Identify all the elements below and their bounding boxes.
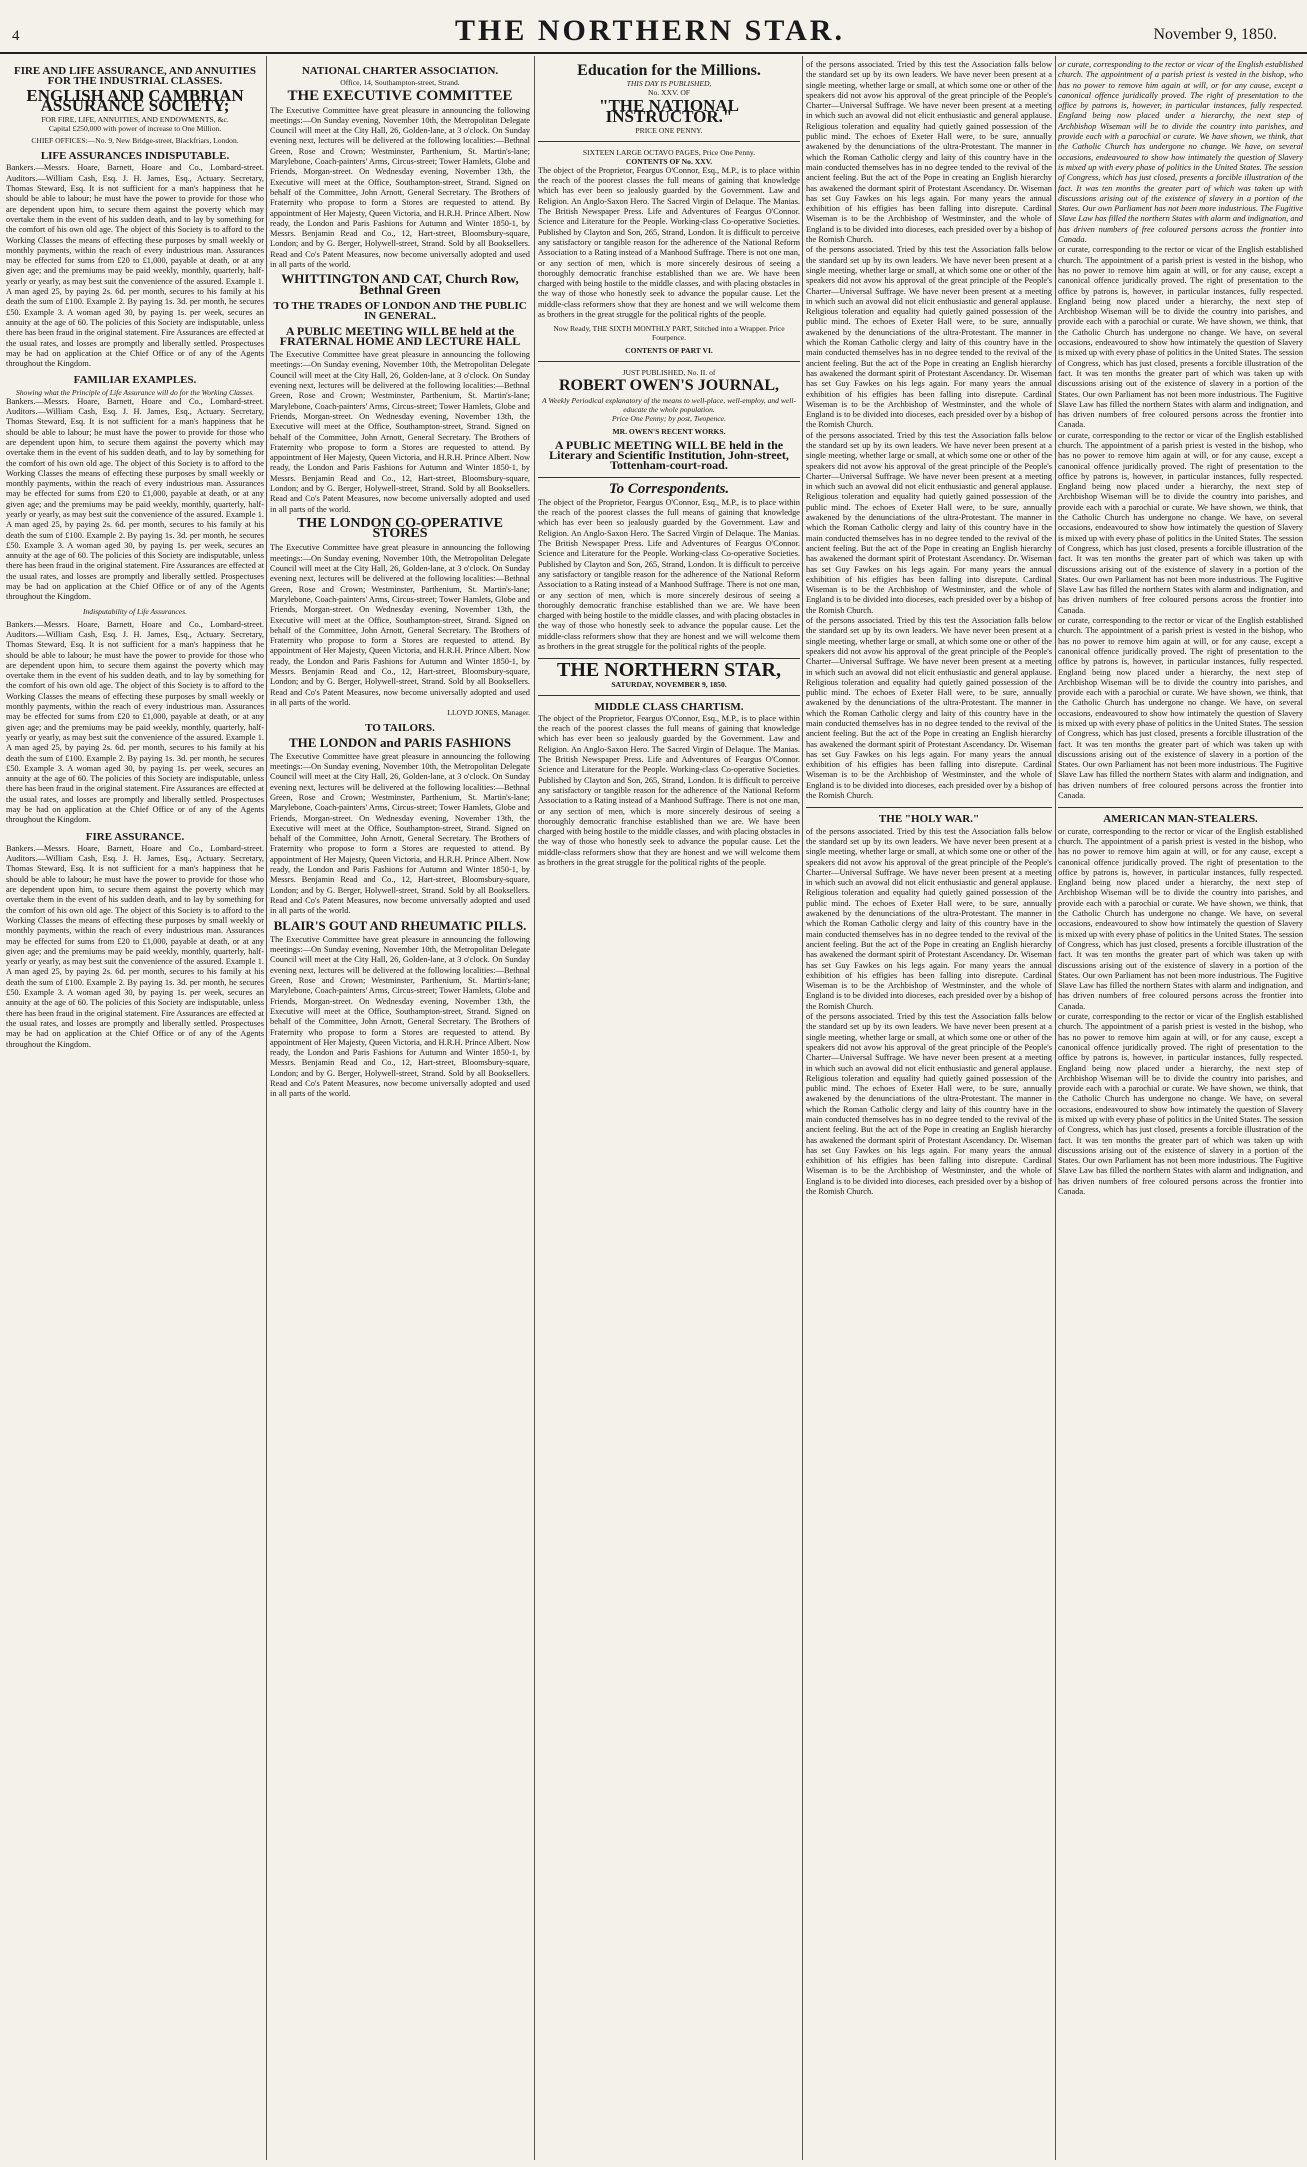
masthead <box>0 0 1307 54</box>
divider <box>806 807 1052 808</box>
just-published: JUST PUBLISHED, No. II. of <box>622 368 716 378</box>
column-rule <box>802 56 803 2160</box>
tailors-heading: TO TAILORS. <box>365 722 435 735</box>
man-stealers-body-2: or curate, corresponding to the rector or vicar of the English established church. The appointment of a parish priest is vested in the bishop, who has no power to remove him again at will, or for any cause, except a canonical offence juridically proved. The right of presentation to the office by patrons is, however, in particular instances, fully respected. England being now placed under a hierarchy, the next step of Archbishop Wiseman will be to divide the country into parishes, and provide each with a parochial or curate. We have shown, we think, that the Catholic Church has undergone no change. We have, on several occasions, endeavoured to show how intimately the question of Slavery is mixed up with every phase of politics in the United States. The session of Congress, which has just closed, presents a forcible illustration of the fact. It was ten months the greater part of which was taken up with discussions arising out of the existence of slavery in a portion of the States. Our own Parliament has not been more industrious. The Fugitive Slave Law has filled the northern States with alarm and indignation, and has driven numbers of free coloured persons across the frontier into Canada. <box>1058 1012 1303 1197</box>
column-rule <box>534 56 535 2160</box>
assurance-body: Bankers.—Messrs. Hoare, Barnett, Hoare and Co., Lombard-street. Auditors.—William Cash, Esq. J. H. James, Esq., Actuary. Secretary, Thomas Steward, Esq. It is not sufficient for a man's happiness that he should be able to labour; he must have the power to provide for those who are dependent upon him, to secure them against the poverty which may overtake them in the event of his sudden death, and to lay by something for the comfort of his own old age. The object of this Society is to afford to the Working Classes the means of effecting these purposes by small weekly or monthly payments, within the reach of every industrious man. Assurances may be effected for sums from £20 to £1,000, payable at death, or at any given age; and the premiums may be paid weekly, monthly, quarterly, half-yearly or yearly, as may best suit the convenience of the assured. Example 1. A man aged 25, by paying 2s. 6d. per month, secures to his family at his death the sum of £100. Example 2. By paying 1s. 3d. per month, he secures £50. Example 3. A woman aged 30, by paying 1s. per week, secures an annuity at the age of 60. The policies of this Society are indisputable, unless there has been fraud in the original statement. Fire Assurances are effected at the usual rates, and losses are promptly and liberally settled. Prospectuses may be had on application at the Chief Office or of any of the Agents throughout the Kingdom. <box>6 163 264 369</box>
fashions-heading: THE LONDON and PARIS FASHIONS <box>288 734 511 750</box>
paper-date: SATURDAY, NOVEMBER 9, 1850. <box>611 679 727 689</box>
pages-note: SIXTEEN LARGE OCTAVO PAGES, Price One Penny. <box>582 147 756 157</box>
assurance-body-4: Bankers.—Messrs. Hoare, Barnett, Hoare and Co., Lombard-street. Auditors.—William Cash, Esq. J. H. James, Esq., Actuary. Secretary, Thomas Steward, Esq. It is not sufficient for a man's happiness that he should be able to labour; he must have the power to provide for those who are dependent upon him, to secure them against the poverty which may overtake them in the event of his sudden death, and to lay by something for the comfort of his own old age. The object of this Society is to afford to the Working Classes the means of effecting these purposes by small weekly or monthly payments, within the reach of every industrious man. Assurances may be effected for sums from £20 to £1,000, payable at death, or at any given age; and the premiums may be paid weekly, monthly, quarterly, half-yearly or yearly, as may best suit the convenience of the assured. Example 1. A man aged 25, by paying 2s. 6d. per month, secures to his family at his death the sum of £100. Example 2. By paying 1s. 3d. per month, he secures £50. Example 3. A woman aged 30, by paying 1s. per week, secures an annuity at the age of 60. The policies of this Society are indisputable, unless there has been fraud in the original statement. Fire Assurances are effected at the usual rates, and losses are promptly and liberally settled. Prospectuses may be had on application at the Chief Office or of any of the Agents throughout the Kingdom. <box>6 843 264 1049</box>
issue-date: November 9, 1850. <box>1153 26 1277 43</box>
familiar-heading: FAMILIAR EXAMPLES. <box>73 374 197 387</box>
whittington-heading: WHITTINGTON AND CAT, Church Row, Bethnal Green <box>281 271 519 297</box>
fashions-body: The Executive Committee have great pleasure in announcing the following meetings:—On Sunday evening, November 10th, the Metropolitan Delegate Council will meet at the City Hall, 26, Golden-lane, at 3 o'clock. On Sunday evening next, lectures will be delivered at the following localities:—Bethnal Green, Rose and Crown; Westminster, Parthenium, St. Martin's-lane; Marylebone, Coach-painters' Arms, Circus-street; Tower Hamlets, Globe and Friends, Morgan-street. On Wednesday evening, November 13th, the Executive will meet at the Office, Southampton-street, Strand. Signed on behalf of the Committee, John Arnott, General Secretary. The Brothers of Fraternity who propose to form a Stores are requested to attend. By appointment of Her Majesty, Queen Victoria, and H.R.H. Prince Albert. Now ready, the London and Paris Fashions for Autumn and Winter 1850-1, by Messrs. Benjamin Read and Co., 12, Hart-street, Bloomsbury-square, London; and by G. Berger, Holywell-street, Strand. Sold by all Booksellers. Read and Co's Patent Measures, now become universally adopted and used in all parts of the world. <box>270 751 530 916</box>
hierarchy-body: or curate, corresponding to the rector or vicar of the English established church. The appointment of a parish priest is vested in the bishop, who has no power to remove him again at will, or for any cause, except a canonical offence juridically proved. The right of presentation to the office by patrons is, however, in particular instances, fully respected. England being now placed under a hierarchy, the next step of Archbishop Wiseman will be to divide the country into parishes, and provide each with a parochial or curate. We have shown, we think, that the Catholic Church has undergone no change. We have, on several occasions, endeavoured to show how intimately the question of Slavery is mixed up with every phase of politics in the United States. The session of Congress, which has just closed, presents a forcible illustration of the fact. It was ten months the greater part of which was taken up with discussions arising out of the existence of slavery in a portion of the States. Our own Parliament has not been more industrious. The Fugitive Slave Law has filled the northern States with alarm and indignation, and has driven numbers of free coloured persons across the frontier into Canada. <box>1058 60 1303 245</box>
assurance-body-3: Bankers.—Messrs. Hoare, Barnett, Hoare and Co., Lombard-street. Auditors.—William Cash, Esq. J. H. James, Esq., Actuary. Secretary, Thomas Steward, Esq. It is not sufficient for a man's happiness that he should be able to labour; he must have the power to provide for those who are dependent upon him, to secure them against the poverty which may overtake them in the event of his sudden death, and to lay by something for the comfort of his own old age. The object of this Society is to afford to the Working Classes the means of effecting these purposes by small weekly or monthly payments, within the reach of every industrious man. Assurances may be effected for sums from £20 to £1,000, payable at death, or at any given age; and the premiums may be paid weekly, monthly, quarterly, half-yearly or yearly, as may best suit the convenience of the assured. Example 1. A man aged 25, by paying 2s. 6d. per month, secures to his family at his death the sum of £100. Example 2. By paying 1s. 3d. per month, he secures £50. Example 3. A woman aged 30, by paying 1s. per week, secures an annuity at the age of 60. The policies of this Society are indisputable, unless there has been fraud in the original statement. Fire Assurances are effected at the usual rates, and losses are promptly and liberally settled. Prospectuses may be had on application at the Chief Office or of any of the Agents throughout the Kingdom. <box>6 619 264 825</box>
article-body: of the persons associated. Tried by this test the Association falls below the standard set up by its own leaders. We have never been present at a single meeting, whether large or small, at which some one or other of the speakers did not avow his approval of the great principle of the People's Charter—Universal Suffrage. We have never been present at a meeting in which such an avowal did not elicit enthusiastic and general applause. Religious toleration and equality had quietly gained possession of the public mind. The echoes of Exeter Hall were, to be sure, annually awakened by the denunciations of the ultra-Protestant. The manner in which the Roman Catholic clergy and laity of this country have in the main conducted themselves has in no degree tended to the revival of the ancient feeling. But the act of the Pope in creating an English hierarchy has awakened the dormant spirit of Protestant Ascendancy. Dr. Wiseman has set Guy Fawkes on his legs again. For many years the annual exhibition of his effigies has been falling into disrepute. Cardinal Wiseman is to be the Archbishop of Westminster, and the whole of England is to be divided into dioceses, each presided over by a bishop of the Romish Church. <box>806 60 1052 245</box>
hierarchy-body-3: or curate, corresponding to the rector or vicar of the English established church. The appointment of a parish priest is vested in the bishop, who has no power to remove him again at will, or for any cause, except a canonical offence juridically proved. The right of presentation to the office by patrons is, however, in particular instances, fully respected. England being now placed under a hierarchy, the next step of Archbishop Wiseman will be to divide the country into parishes, and provide each with a parochial or curate. We have shown, we think, that the Catholic Church has undergone no change. We have, on several occasions, endeavoured to show how intimately the question of Slavery is mixed up with every phase of politics in the United States. The session of Congress, which has just closed, presents a forcible illustration of the fact. It was ten months the greater part of which was taken up with discussions arising out of the existence of slavery in a portion of the States. Our own Parliament has not been more industrious. The Fugitive Slave Law has filled the northern States with alarm and indignation, and has driven numbers of free coloured persons across the frontier into Canada. <box>1058 430 1303 615</box>
education-heading: Education for the Millions. <box>577 62 761 79</box>
instructor-title: "THE NATIONAL INSTRUCTOR." <box>599 96 739 126</box>
instructor-price: PRICE ONE PENNY. <box>635 125 703 135</box>
charter-office: Office, 14, Southampton-street, Strand. <box>340 78 460 88</box>
paper-title: THE NORTHERN STAR, <box>557 659 781 682</box>
issue-number: No. XXV. OF <box>647 88 691 98</box>
capital-note: Capital £250,000 with power of increase to One Million. <box>48 124 222 134</box>
familiar-subheading: Showing what the Principle of Life Assurance will do for the Working Classes. <box>15 387 255 397</box>
leader-heading: MIDDLE CLASS CHARTISM. <box>594 700 744 713</box>
monthly-part: Now Ready, THE SIXTH MONTHLY PART, Stitched into a Wrapper. Price Fourpence. <box>553 324 785 343</box>
instructor-body: The object of the Proprietor, Feargus O'Connor, Esq., M.P., is to place within the reach of the poorest classes the full means of gaining that knowledge which has ever been so jealously guarded by the Government. Law and Religion. An Anglo-Saxon Hero. The Sacred Virgin of Delaque. The Manias. The British Newspaper Press. Life and Adventures of Feargus O'Connor. Science and Literature for the People. Working-class Co-operative Societies. Published by Clayton and Son, 265, Strand, London. It is difficult to perceive any satisfactory or tangible reason for the adherence of the National Reform Association to a Rating instead of a Manhood Suffrage. There is not one man, or any section of men, which is more sincerely desirous of seeing a thoroughly democratic franchise established than we are. We have been charged with being hostile to the middle classes, and with placing obstacles in the way of those who honestly seek to advance the popular cause. Let the middle-class reformers show that they are honest and we will welcome them as brothers in the great struggle for the political rights of the people. <box>538 165 800 320</box>
divider <box>538 361 800 362</box>
owen-subtitle: A Weekly Periodical explanatory of the means to well-place, well-employ, and well-educate the whole population. <box>541 395 797 414</box>
man-stealers-heading: AMERICAN MAN-STEALERS. <box>1103 813 1258 826</box>
chief-office: CHIEF OFFICES:—No. 9, New Bridge-street, Blackfriars, London. <box>31 136 239 146</box>
company-subtitle: FOR FIRE, LIFE, ANNUITIES, AND ENDOWMENTS, &c. <box>41 115 229 125</box>
holy-war-heading: THE "HOLY WAR." <box>878 813 980 826</box>
contents-heading: CONTENTS OF No. XXV. <box>625 156 713 166</box>
assurance-body-2: Bankers.—Messrs. Hoare, Barnett, Hoare and Co., Lombard-street. Auditors.—William Cash, Esq. J. H. James, Esq., Actuary. Secretary, Thomas Steward, Esq. It is not sufficient for a man's happiness that he should be able to labour; he must have the power to provide for those who are dependent upon him, to secure them against the poverty which may overtake them in the event of his sudden death, and to lay by something for the comfort of his own old age. The object of this Society is to afford to the Working Classes the means of effecting these purposes by small weekly or monthly payments, within the reach of every industrious man. Assurances may be effected for sums from £20 to £1,000, payable at death, or at any given age; and the premiums may be paid weekly, monthly, quarterly, half-yearly or yearly, as may best suit the convenience of the assured. Example 1. A man aged 25, by paying 2s. 6d. per month, secures to his family at his death the sum of £100. Example 2. By paying 1s. 3d. per month, he secures £50. Example 3. A woman aged 30, by paying 1s. per week, secures an annuity at the age of 60. The policies of this Society are indisputable, unless there has been fraud in the original statement. Fire Assurances are effected at the usual rates, and losses are promptly and liberally settled. Prospectuses may be had on application at the Chief Office or of any of the Agents throughout the Kingdom. <box>6 396 264 602</box>
co-op-body: The Executive Committee have great pleasure in announcing the following meetings:—On Sunday evening, November 10th, the Metropolitan Delegate Council will meet at the City Hall, 26, Golden-lane, at 3 o'clock. On Sunday evening next, lectures will be delivered at the following localities:—Bethnal Green, Rose and Crown; Westminster, Parthenium, St. Martin's-lane; Marylebone, Coach-painters' Arms, Circus-street; Tower Hamlets, Globe and Friends, Morgan-street. On Wednesday evening, November 13th, the Executive will meet at the Office, Southampton-street, Strand. Signed on behalf of the Committee, John Arnott, General Secretary. The Brothers of Fraternity who propose to form a Stores are requested to attend. By appointment of Her Majesty, Queen Victoria, and H.R.H. Prince Albert. Now ready, the London and Paris Fashions for Autumn and Winter 1850-1, by Messrs. Benjamin Read and Co., 12, Hart-street, Bloomsbury-square, London; and by G. Berger, Holywell-street, Strand. Sold by all Booksellers. Read and Co's Patent Measures, now become universally adopted and used in all parts of the world. <box>270 543 530 707</box>
trades-heading: TO THE TRADES OF LONDON AND THE PUBLIC IN GENERAL. <box>273 299 527 323</box>
divider <box>538 141 800 142</box>
holy-war-body: of the persons associated. Tried by this test the Association falls below the standard set up by its own leaders. We have never been present at a single meeting, whether large or small, at which some one or other of the speakers did not avow his approval of the great principle of the People's Charter—Universal Suffrage. We have never been present at a meeting in which such an avowal did not elicit enthusiastic and general applause. Religious toleration and equality had quietly gained possession of the public mind. The echoes of Exeter Hall were, to be sure, annually awakened by the denunciations of the ultra-Protestant. The manner in which the Roman Catholic clergy and laity of this country have in the main conducted themselves has in no degree tended to the revival of the ancient feeling. But the act of the Pope in creating an English hierarchy has awakened the dormant spirit of Protestant Ascendancy. Dr. Wiseman has set Guy Fawkes on his legs again. For many years the annual exhibition of his effigies has been falling into disrepute. Cardinal Wiseman is to be the Archbishop of Westminster, and the whole of England is to be divided into dioceses, each presided over by a bishop of the Romish Church. <box>806 826 1052 1011</box>
executive-body: The Executive Committee have great pleasure in announcing the following meetings:—On Sunday evening, November 10th, the Metropolitan Delegate Council will meet at the City Hall, 26, Golden-lane, at 3 o'clock. On Sunday evening next, lectures will be delivered at the following localities:—Bethnal Green, Rose and Crown; Westminster, Parthenium, St. Martin's-lane; Marylebone, Coach-painters' Arms, Circus-street; Tower Hamlets, Globe and Friends, Morgan-street. On Wednesday evening, November 13th, the Executive will meet at the Office, Southampton-street, Strand. Signed on behalf of the Committee, John Arnott, General Secretary. The Brothers of Fraternity who propose to form a Stores are requested to attend. By appointment of Her Majesty, Queen Victoria, and H.R.H. Prince Albert. Now ready, the London and Paris Fashions for Autumn and Winter 1850-1, by Messrs. Benjamin Read and Co., 12, Hart-street, Bloomsbury-square, London; and by G. Berger, Holywell-street, Strand. Sold by all Booksellers. Read and Co's Patent Measures, now become universally adopted and used in all parts of the world. <box>270 105 530 270</box>
article-body-2: of the persons associated. Tried by this test the Association falls below the standard set up by its own leaders. We have never been present at a single meeting, whether large or small, at which some one or other of the speakers did not avow his approval of the great principle of the People's Charter—Universal Suffrage. We have never been present at a meeting in which such an avowal did not elicit enthusiastic and general applause. Religious toleration and equality had quietly gained possession of the public mind. The echoes of Exeter Hall were, to be sure, annually awakened by the denunciations of the ultra-Protestant. The manner in which the Roman Catholic clergy and laity of this country have in the main conducted themselves has in no degree tended to the revival of the ancient feeling. But the act of the Pope in creating an English hierarchy has awakened the dormant spirit of Protestant Ascendancy. Dr. Wiseman has set Guy Fawkes on his legs again. For many years the annual exhibition of his effigies has been falling into disrepute. Cardinal Wiseman is to be the Archbishop of Westminster, and the whole of England is to be divided into dioceses, each presided over by a bishop of the Romish Church. <box>806 245 1052 430</box>
assurance-heading: FIRE AND LIFE ASSURANCE, AND ANNUITIES FOR THE INDUSTRIAL CLASSES. <box>13 65 257 88</box>
owen-journal-title: ROBERT OWEN'S JOURNAL, <box>558 377 780 395</box>
column-3 <box>538 60 800 2160</box>
executive-heading: THE EXECUTIVE COMMITTEE <box>287 88 513 105</box>
hierarchy-body-2: or curate, corresponding to the rector or vicar of the English established church. The appointment of a parish priest is vested in the bishop, who has no power to remove him again at will, or for any cause, except a canonical offence juridically proved. The right of presentation to the office by patrons is, however, in particular instances, fully respected. England being now placed under a hierarchy, the next step of Archbishop Wiseman will be to divide the country into parishes, and provide each with a parochial or curate. We have shown, we think, that the Catholic Church has undergone no change. We have, on several occasions, endeavoured to show how intimately the question of Slavery is mixed up with every phase of politics in the United States. The session of Congress, which has just closed, presents a forcible illustration of the fact. It was ten months the greater part of which was taken up with discussions arising out of the existence of slavery in a portion of the States. Our own Parliament has not been more industrious. The Fugitive Slave Law has filled the northern States with alarm and indignation, and has driven numbers of free coloured persons across the frontier into Canada. <box>1058 245 1303 430</box>
correspondents-heading: To Correspondents. <box>608 480 730 497</box>
public-meeting-2: A PUBLIC MEETING WILL BE held in the Literary and Scientific Institution, John-street, Tottenham-court-road. <box>549 437 789 473</box>
column-1 <box>6 60 264 2160</box>
manager-signature: LLOYD JONES, Manager. <box>447 708 530 718</box>
published-note: THIS DAY IS PUBLISHED, <box>626 79 712 89</box>
column-rule <box>266 56 267 2160</box>
divider <box>538 477 800 478</box>
newspaper-title: THE NORTHERN STAR. <box>455 14 845 47</box>
meeting-body: The Executive Committee have great pleasure in announcing the following meetings:—On Sunday evening, November 10th, the Metropolitan Delegate Council will meet at the City Hall, 26, Golden-lane, at 3 o'clock. On Sunday evening next, lectures will be delivered at the following localities:—Bethnal Green, Rose and Crown; Westminster, Parthenium, St. Martin's-lane; Marylebone, Coach-painters' Arms, Circus-street; Tower Hamlets, Globe and Friends, Morgan-street. On Wednesday evening, November 13th, the Executive will meet at the Office, Southampton-street, Strand. Signed on behalf of the Committee, John Arnott, General Secretary. The Brothers of Fraternity who propose to form a Stores are requested to attend. By appointment of Her Majesty, Queen Victoria, and H.R.H. Prince Albert. Now ready, the London and Paris Fashions for Autumn and Winter 1850-1, by Messrs. Benjamin Read and Co., 12, Hart-street, Bloomsbury-square, London; and by G. Berger, Holywell-street, Strand. Sold by all Booksellers. Read and Co's Patent Measures, now become universally adopted and used in all parts of the world. <box>270 350 530 514</box>
company-name: ENGLISH AND CAMBRIAN ASSURANCE SOCIETY; <box>26 85 244 115</box>
holy-war-body-2: of the persons associated. Tried by this test the Association falls below the standard set up by its own leaders. We have never been present at a single meeting, whether large or small, at which some one or other of the speakers did not avow his approval of the great principle of the People's Charter—Universal Suffrage. We have never been present at a meeting in which such an avowal did not elicit enthusiastic and general applause. Religious toleration and equality had quietly gained possession of the public mind. The echoes of Exeter Hall were, to be sure, annually awakened by the denunciations of the ultra-Protestant. The manner in which the Roman Catholic clergy and laity of this country have in the main conducted themselves has in no degree tended to the revival of the ancient feeling. But the act of the Pope in creating an English hierarchy has awakened the dormant spirit of Protestant Ascendancy. Dr. Wiseman has set Guy Fawkes on his legs again. For many years the annual exhibition of his effigies has been falling into disrepute. Cardinal Wiseman is to be the Archbishop of Westminster, and the whole of England is to be divided into dioceses, each presided over by a bishop of the Romish Church. <box>806 1012 1052 1197</box>
divider <box>538 695 800 696</box>
blairs-pills-heading: BLAIR'S GOUT AND RHEUMATIC PILLS. <box>273 917 527 933</box>
page-number: 4 <box>12 28 20 44</box>
leader-body: The object of the Proprietor, Feargus O'Connor, Esq., M.P., is to place within the reach of the poorest classes the full means of gaining that knowledge which has ever been so jealously guarded by the Government. Law and Religion. An Anglo-Saxon Hero. The Sacred Virgin of Delaque. The Manias. The British Newspaper Press. Life and Adventures of Feargus O'Connor. Science and Literature for the People. Working-class Co-operative Societies. Published by Clayton and Son, 265, Strand, London. It is difficult to perceive any satisfactory or tangible reason for the adherence of the National Reform Association to a Rating instead of a Manhood Suffrage. There is not one man, or any section of men, which is more sincerely desirous of seeing a thoroughly democratic franchise established than we are. We have been charged with being hostile to the middle classes, and with placing obstacles in the way of those who honestly seek to advance the popular cause. Let the middle-class reformers show that they are honest and we will welcome them as brothers in the great struggle for the political rights of the people. <box>538 713 800 868</box>
fire-heading: FIRE ASSURANCE. <box>85 830 185 843</box>
hierarchy-body-4: or curate, corresponding to the rector or vicar of the English established church. The appointment of a parish priest is vested in the bishop, who has no power to remove him again at will, or for any cause, except a canonical offence juridically proved. The right of presentation to the office by patrons is, however, in particular instances, fully respected. England being now placed under a hierarchy, the next step of Archbishop Wiseman will be to divide the country into parishes, and provide each with a parochial or curate. We have shown, we think, that the Catholic Church has undergone no change. We have, on several occasions, endeavoured to show how intimately the question of Slavery is mixed up with every phase of politics in the United States. The session of Congress, which has just closed, presents a forcible illustration of the fact. It was ten months the greater part of which was taken up with discussions arising out of the existence of slavery in a portion of the States. Our own Parliament has not been more industrious. The Fugitive Slave Law has filled the northern States with alarm and indignation, and has driven numbers of free coloured persons across the frontier into Canada. <box>1058 616 1303 801</box>
correspondents-body: The object of the Proprietor, Feargus O'Connor, Esq., M.P., is to place within the reach of the poorest classes the full means of gaining that knowledge which has ever been so jealously guarded by the Government. Law and Religion. An Anglo-Saxon Hero. The Sacred Virgin of Delaque. The Manias. The British Newspaper Press. Life and Adventures of Feargus O'Connor. Science and Literature for the People. Working-class Co-operative Societies. Published by Clayton and Son, 265, Strand, London. It is difficult to perceive any satisfactory or tangible reason for the adherence of the National Reform Association to a Rating instead of a Manhood Suffrage. There is not one man, or any section of men, which is more sincerely desirous of seeing a thoroughly democratic franchise established than we are. We have been charged with being hostile to the middle classes, and with placing obstacles in the way of those who honestly seek to advance the popular cause. Let the middle-class reformers show that they are honest and we will welcome them as brothers in the great struggle for the political rights of the people. <box>538 497 800 651</box>
article-body-4: of the persons associated. Tried by this test the Association falls below the standard set up by its own leaders. We have never been present at a single meeting, whether large or small, at which some one or other of the speakers did not avow his approval of the great principle of the People's Charter—Universal Suffrage. We have never been present at a meeting in which such an avowal did not elicit enthusiastic and general applause. Religious toleration and equality had quietly gained possession of the public mind. The echoes of Exeter Hall were, to be sure, annually awakened by the denunciations of the ultra-Protestant. The manner in which the Roman Catholic clergy and laity of this country have in the main conducted themselves has in no degree tended to the revival of the ancient feeling. But the act of the Pope in creating an English hierarchy has awakened the dormant spirit of Protestant Ascendancy. Dr. Wiseman has set Guy Fawkes on his legs again. For many years the annual exhibition of his effigies has been falling into disrepute. Cardinal Wiseman is to be the Archbishop of Westminster, and the whole of England is to be divided into dioceses, each presided over by a bishop of the Romish Church. <box>806 616 1052 801</box>
indisputability-heading: Indisputability of Life Assurances. <box>82 606 188 616</box>
co-op-heading: THE LONDON CO-OPERATIVE STORES <box>297 515 503 542</box>
column-4 <box>806 60 1052 2160</box>
blairs-body: The Executive Committee have great pleasure in announcing the following meetings:—On Sunday evening, November 10th, the Metropolitan Delegate Council will meet at the City Hall, 26, Golden-lane, at 3 o'clock. On Sunday evening next, lectures will be delivered at the following localities:—Bethnal Green, Rose and Crown; Westminster, Parthenium, St. Martin's-lane; Marylebone, Coach-painters' Arms, Circus-street; Tower Hamlets, Globe and Friends, Morgan-street. On Wednesday evening, November 13th, the Executive will meet at the Office, Southampton-street, Strand. Signed on behalf of the Committee, John Arnott, General Secretary. The Brothers of Fraternity who propose to form a Stores are requested to attend. By appointment of Her Majesty, Queen Victoria, and H.R.H. Prince Albert. Now ready, the London and Paris Fashions for Autumn and Winter 1850-1, by Messrs. Benjamin Read and Co., 12, Hart-street, Bloomsbury-square, London; and by G. Berger, Holywell-street, Strand. Sold by all Booksellers. Read and Co's Patent Measures, now become universally adopted and used in all parts of the world. <box>270 934 530 1099</box>
owen-price: Price One Penny; by post, Twopence. <box>612 413 726 423</box>
owen-recent-works: MR. OWEN'S RECENT WORKS. <box>612 426 726 436</box>
part-contents-heading: CONTENTS OF PART VI. <box>625 346 713 356</box>
man-stealers-body: or curate, corresponding to the rector or vicar of the English established church. The appointment of a parish priest is vested in the bishop, who has no power to remove him again at will, or for any cause, except a canonical offence juridically proved. The right of presentation to the office by patrons is, however, in particular instances, fully respected. England being now placed under a hierarchy, the next step of Archbishop Wiseman will be to divide the country into parishes, and provide each with a parochial or curate. We have shown, we think, that the Catholic Church has undergone no change. We have, on several occasions, endeavoured to show how intimately the question of Slavery is mixed up with every phase of politics in the United States. The session of Congress, which has just closed, presents a forcible illustration of the fact. It was ten months the greater part of which was taken up with discussions arising out of the existence of slavery in a portion of the States. Our own Parliament has not been more industrious. The Fugitive Slave Law has filled the northern States with alarm and indignation, and has driven numbers of free coloured persons across the frontier into Canada. <box>1058 826 1303 1011</box>
article-body-3: of the persons associated. Tried by this test the Association falls below the standard set up by its own leaders. We have never been present at a single meeting, whether large or small, at which some one or other of the speakers did not avow his approval of the great principle of the People's Charter—Universal Suffrage. We have never been present at a meeting in which such an avowal did not elicit enthusiastic and general applause. Religious toleration and equality had quietly gained possession of the public mind. The echoes of Exeter Hall were, to be sure, annually awakened by the denunciations of the ultra-Protestant. The manner in which the Roman Catholic clergy and laity of this country have in the main conducted themselves has in no degree tended to the revival of the ancient feeling. But the act of the Pope in creating an English hierarchy has awakened the dormant spirit of Protestant Ascendancy. Dr. Wiseman has set Guy Fawkes on his legs again. For many years the annual exhibition of his effigies has been falling into disrepute. Cardinal Wiseman is to be the Archbishop of Westminster, and the whole of England is to be divided into dioceses, each presided over by a bishop of the Romish Church. <box>806 430 1052 615</box>
indisputable-heading: LIFE ASSURANCES INDISPUTABLE. <box>40 150 230 163</box>
charter-heading: NATIONAL CHARTER ASSOCIATION. <box>301 65 499 77</box>
column-rule <box>1055 56 1056 2160</box>
divider <box>1058 807 1303 808</box>
column-2 <box>270 60 530 2160</box>
public-meeting-heading: A PUBLIC MEETING WILL BE held at the FRATERNAL HOME AND LECTURE HALL <box>279 323 521 348</box>
column-5 <box>1058 60 1303 2160</box>
